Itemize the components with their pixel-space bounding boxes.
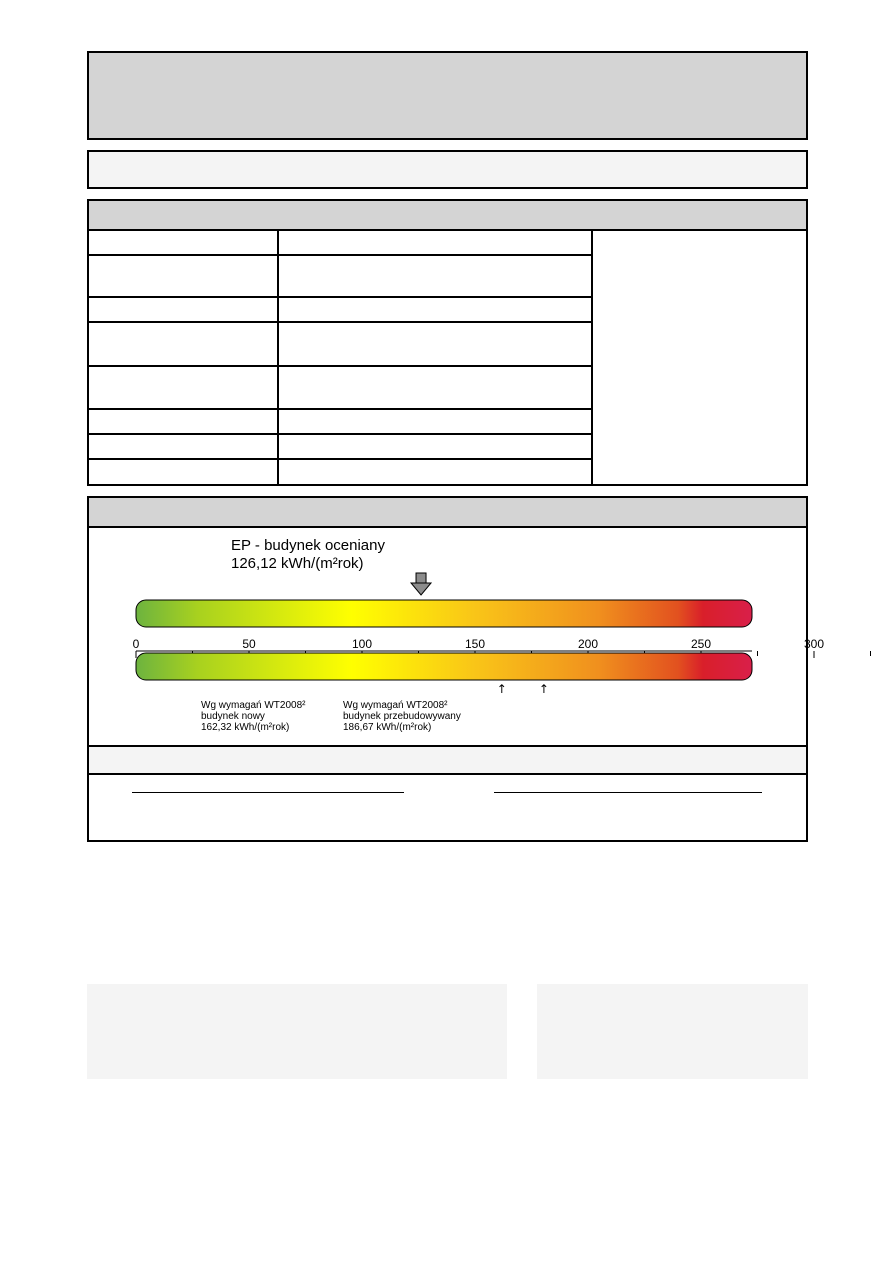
tick-label: 50 xyxy=(242,637,256,651)
signature-line-right xyxy=(494,792,762,793)
info-label-cell xyxy=(89,323,279,365)
tick-label: 0 xyxy=(132,637,140,651)
info-value-cell xyxy=(279,231,591,254)
lower-energy-bar xyxy=(136,653,752,680)
certificate-header xyxy=(87,51,808,140)
energy-scale-title-bar xyxy=(89,498,806,528)
signature-line-left xyxy=(132,792,404,793)
tick-label: 300 xyxy=(803,637,825,651)
info-row xyxy=(89,256,591,298)
info-row xyxy=(89,231,591,256)
info-label-cell xyxy=(89,256,279,296)
info-label-cell xyxy=(89,410,279,433)
ref-new-line2: budynek nowy xyxy=(201,711,265,722)
ep-title: EP - budynek oceniany xyxy=(231,537,385,554)
building-info-title-bar xyxy=(89,201,806,231)
info-value-cell xyxy=(279,460,591,484)
tick-label: 100 xyxy=(351,637,373,651)
info-value-cell xyxy=(279,435,591,458)
info-value-cell xyxy=(279,323,591,365)
info-row xyxy=(89,460,591,484)
info-label-cell xyxy=(89,231,279,254)
info-value-cell xyxy=(279,256,591,296)
bottom-left-panel xyxy=(87,984,507,1079)
ref-new-line1: Wg wymagań WT2008² xyxy=(201,700,306,711)
info-label-cell xyxy=(89,367,279,408)
ref-rebuilt-arrow-icon: ↑ xyxy=(538,682,549,696)
info-label-cell xyxy=(89,435,279,458)
ref-rebuilt-line3: 186,67 kWh/(m²rok) xyxy=(343,722,432,733)
ref-new-arrow-icon: ↑ xyxy=(496,682,507,696)
info-value-cell xyxy=(279,410,591,433)
upper-energy-bar xyxy=(136,600,752,627)
info-row xyxy=(89,367,591,410)
energy-scale-chart xyxy=(89,528,825,745)
info-row xyxy=(89,410,591,435)
tick-label: 200 xyxy=(577,637,599,651)
info-row xyxy=(89,298,591,323)
ref-rebuilt-marker xyxy=(343,682,549,733)
certificate-number-bar xyxy=(87,150,808,189)
tick-label: 150 xyxy=(464,637,486,651)
ep-pointer-arrow xyxy=(411,573,431,595)
energy-scale-section xyxy=(87,496,825,842)
info-row xyxy=(89,435,591,460)
ref-rebuilt-line1: Wg wymagań WT2008² xyxy=(343,700,448,711)
axis-tick-labels xyxy=(133,637,893,651)
energy-scale-footer-bar xyxy=(89,745,806,775)
tick-label: 250 xyxy=(690,637,712,651)
building-info-section xyxy=(87,199,808,486)
ref-new-line3: 162,32 kWh/(m²rok) xyxy=(201,722,290,733)
info-label-cell xyxy=(89,298,279,321)
info-row xyxy=(89,323,591,367)
info-value-cell xyxy=(279,298,591,321)
ep-value-label: 126,12 kWh/(m²rok) xyxy=(231,555,364,572)
bottom-right-panel xyxy=(537,984,808,1079)
building-photo-area xyxy=(591,231,806,484)
ref-rebuilt-line2: budynek przebudowywany xyxy=(343,711,461,722)
info-label-cell xyxy=(89,460,279,484)
info-value-cell xyxy=(279,367,591,408)
